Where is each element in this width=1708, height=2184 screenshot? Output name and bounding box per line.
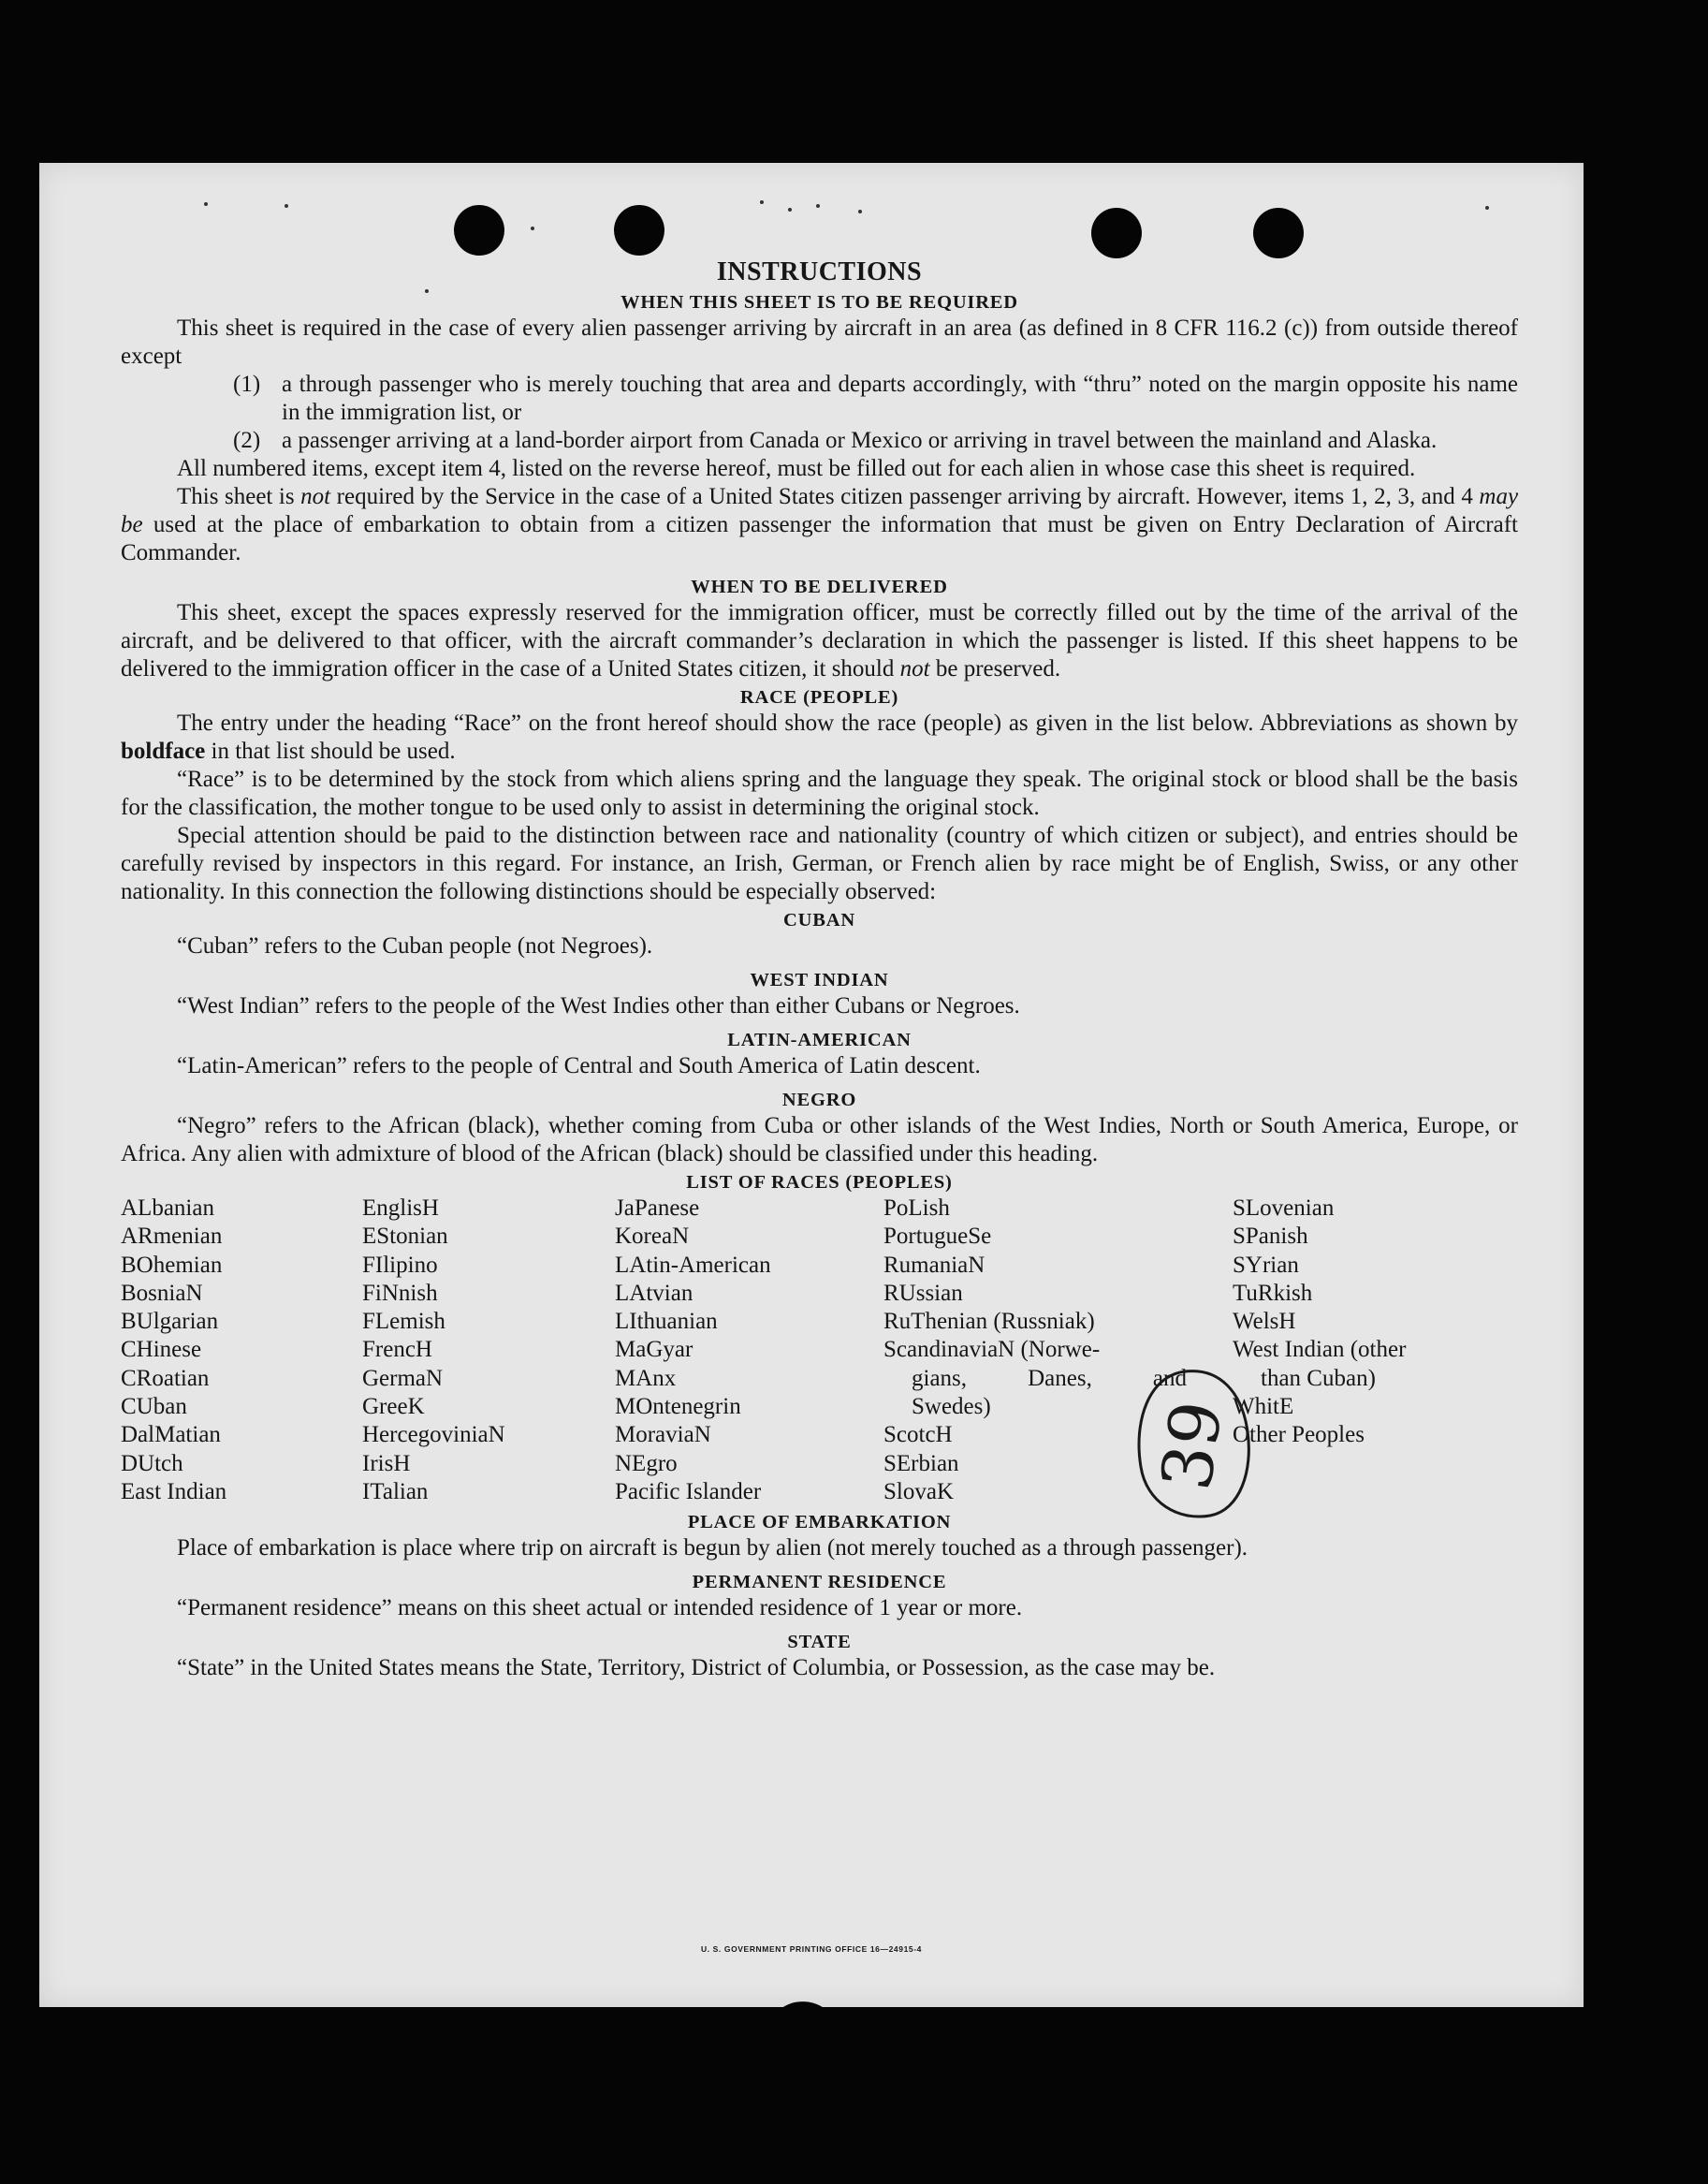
race-entry: SYrian	[1233, 1252, 1299, 1278]
race-entry: GermaN	[362, 1365, 444, 1391]
race-entry: CUban	[121, 1394, 187, 1420]
race-entry: FLemish	[362, 1309, 445, 1335]
race-entry: LAtin-American	[615, 1252, 771, 1278]
printing-office-footer: U. S. GOVERNMENT PRINTING OFFICE 16—24915-4	[701, 1944, 922, 1954]
emphasis-not: not	[300, 484, 331, 509]
document-sheet	[39, 163, 1584, 2027]
speck	[788, 208, 792, 212]
heading-race: RACE (PEOPLE)	[739, 687, 899, 708]
speck	[285, 204, 288, 208]
text-fragment: This sheet, except the spaces expressly reserved for the immigration officer, must be correctly filled out by the time of the arrival of the aircraft, and be delivered to that officer, with the aircraft commander’s declaration in which the passenger is listed. If this sheet happens to be delivered to the immigration officer in the case of a United States citizen, it should	[121, 600, 1518, 682]
races-column-1	[121, 1195, 362, 1506]
west-indian-paragraph: “West Indian” refers to the people of the West Indies other than either Cubans or Negroes.	[177, 993, 1020, 1019]
race-entry-continued: Swedes)	[912, 1394, 991, 1420]
race-entry: CHinese	[121, 1337, 202, 1363]
negro-paragraph: “Negro” refers to the African (black), whether coming from Cuba or other islands of the West Indies, North or South America, Europe, or Africa. Any alien with admixture of blood of the African (black) should be classified under this heading.	[121, 1113, 1518, 1166]
numbered-items-paragraph: All numbered items, except item 4, listed on the reverse hereof, must be filled out for each alien in whose case this sheet is required.	[177, 456, 1416, 481]
state-paragraph: “State” in the United States means the State, Territory, District of Columbia, or Possession, as the case may be.	[177, 1655, 1216, 1681]
race-entry: Pacific Islander	[615, 1478, 762, 1504]
speck	[531, 227, 534, 230]
race-entry: East Indian	[121, 1478, 227, 1504]
race-entry: RUssian	[883, 1280, 963, 1306]
race-entry: SPanish	[1233, 1224, 1308, 1250]
race-entry-continued: than Cuban)	[1261, 1365, 1376, 1391]
race-entry: LIthuanian	[615, 1309, 718, 1335]
race-entry: PortugueSe	[883, 1224, 992, 1250]
race-entry: Other Peoples	[1233, 1422, 1365, 1448]
heading-when-required: WHEN THIS SHEET IS TO BE REQUIRED	[620, 292, 1018, 313]
item-number: (1)	[233, 372, 261, 397]
race-entry: FIlipino	[362, 1252, 438, 1278]
text-fragment: used at the place of embarkation to obtain from a citizen passenger the information that must be given on Entry Declaration of Aircraft Commander.	[121, 512, 1519, 565]
race-entry: ARmenian	[121, 1224, 223, 1250]
race-entry: TuRkish	[1233, 1280, 1313, 1306]
heading-list-of-races: LIST OF RACES (PEOPLES)	[686, 1172, 953, 1193]
race-paragraph-3: Special attention should be paid to the distinction between race and nationality (country of which citizen or subject), and entries should be carefully revised by inspectors in this regard. For instance, an Irish, German, or French alien by race might be of English, Swiss, or any other nationality. In this connection the following distinctions should be especially observed:	[121, 823, 1518, 904]
text-fragment: The entry under the heading “Race” on the front hereof should show the race (people) as given in the list below. Abbreviations as shown by	[177, 711, 1518, 736]
race-entry: RumaniaN	[883, 1252, 985, 1278]
race-entry: EnglisH	[362, 1195, 439, 1221]
torn-corner-mark: of p	[769, 1998, 891, 2007]
emphasis-may-be: may be	[121, 484, 1519, 537]
heading-place-of-embarkation: PLACE OF EMBARKATION	[687, 1512, 952, 1533]
race-entry: EStonian	[362, 1224, 448, 1250]
race-entry: NEgro	[615, 1450, 678, 1476]
text-fragment: required by the Service in the case of a United States citizen passenger arriving by aircraft. However, items 1, 2, 3, and 4	[336, 484, 1473, 509]
text-fragment: be preserved.	[935, 656, 1061, 682]
speck	[1485, 206, 1489, 210]
speck	[816, 204, 820, 208]
heading-permanent-residence: PERMANENT RESIDENCE	[692, 1572, 947, 1593]
speck	[858, 210, 862, 213]
race-entry: BosniaN	[121, 1280, 203, 1306]
heading-when-delivered: WHEN TO BE DELIVERED	[691, 577, 948, 597]
races-column-2	[362, 1195, 615, 1506]
item-text: a through passenger who is merely touching that area and departs accordingly, with “thru” noted on the margin opposite his name in the immigration list, or	[282, 372, 1518, 425]
race-entry-continued: gians, Danes, and	[912, 1365, 1187, 1391]
race-entry: DUtch	[121, 1450, 183, 1476]
race-entry: WhitE	[1233, 1394, 1294, 1420]
stamp-number: 39	[1146, 1396, 1239, 1495]
latin-american-paragraph: “Latin-American” refers to the people of Central and South America of Latin descent.	[177, 1053, 981, 1078]
heading-negro: NEGRO	[781, 1090, 857, 1110]
race-entry: MaGyar	[615, 1337, 693, 1363]
race-entry: SlovaK	[883, 1478, 954, 1504]
race-entry: DalMatian	[121, 1422, 221, 1448]
item-number: (2)	[233, 428, 261, 453]
residence-paragraph: “Permanent residence” means on this sheet actual or intended residence of 1 year or more.	[177, 1595, 1023, 1621]
required-intro	[121, 315, 1518, 371]
delivered-paragraph	[121, 599, 1518, 683]
instructions-content	[121, 257, 1518, 1682]
heading-latin-american: LATIN-AMERICAN	[727, 1030, 912, 1050]
speck	[760, 200, 764, 204]
race-entry: ScandinaviaN (Norwe-	[883, 1337, 1101, 1363]
race-entry: LAtvian	[615, 1280, 693, 1306]
race-entry: ALbanian	[121, 1195, 214, 1221]
race-entry: MoraviaN	[615, 1422, 711, 1448]
race-entry: GreeK	[362, 1394, 425, 1420]
race-entry: KoreaN	[615, 1224, 690, 1250]
race-entry: FiNnish	[362, 1280, 438, 1306]
race-entry: PoLish	[883, 1195, 950, 1221]
page-title: INSTRUCTIONS	[716, 257, 923, 286]
race-entry: RuThenian (Russniak)	[883, 1309, 1095, 1335]
races-column-5	[1233, 1195, 1518, 1506]
races-list	[121, 1195, 1518, 1506]
race-paragraph-2: “Race” is to be determined by the stock from which aliens spring and the language they speak. The original stock or blood shall be the basis for the classification, the mother tongue to be used only to assist in determining the original stock.	[121, 767, 1518, 820]
emphasis-not: not	[899, 656, 930, 682]
race-entry: SErbian	[883, 1450, 959, 1476]
heading-west-indian: WEST INDIAN	[750, 970, 889, 990]
race-entry: MAnx	[615, 1365, 677, 1391]
exception-item-2	[233, 427, 1518, 455]
punch-hole-3	[1091, 208, 1142, 258]
race-paragraph-1	[121, 710, 1518, 766]
punch-hole-1	[454, 205, 504, 256]
required-intro-text: This sheet is required in the case of every alien passenger arriving by aircraft in an area (as defined in 8 CFR 116.2 (c)) from outside thereof except	[121, 315, 1518, 369]
race-entry: West Indian (other	[1233, 1337, 1407, 1363]
speck	[204, 202, 208, 206]
punch-hole-2	[614, 205, 664, 256]
race-entry: ITalian	[362, 1478, 429, 1504]
bold-boldface: boldface	[121, 739, 206, 764]
cuban-paragraph: “Cuban” refers to the Cuban people (not Negroes).	[177, 933, 653, 959]
race-entry: BOhemian	[121, 1252, 223, 1278]
heading-state: STATE	[787, 1632, 852, 1653]
race-entry: HercegoviniaN	[362, 1422, 505, 1448]
text-fragment: in that list should be used.	[211, 739, 456, 764]
race-entry: ScotcH	[883, 1422, 953, 1448]
race-entry: WelsH	[1233, 1309, 1296, 1335]
handwritten-number-stamp	[1130, 1366, 1257, 1523]
race-entry: SLovenian	[1233, 1195, 1335, 1221]
race-entry: CRoatian	[121, 1365, 210, 1391]
text-fragment: This sheet is	[177, 484, 295, 509]
race-entry: IrisH	[362, 1450, 411, 1476]
item-text: a passenger arriving at a land-border airport from Canada or Mexico or arriving in travel between the mainland and Alaska.	[282, 428, 1438, 453]
citizen-paragraph	[121, 483, 1518, 567]
race-entry: FrencH	[362, 1337, 432, 1363]
exception-item-1	[233, 371, 1518, 427]
embarkation-paragraph: Place of embarkation is place where trip on aircraft is begun by alien (not merely touched as a through passenger).	[177, 1535, 1248, 1561]
race-entry: JaPanese	[615, 1195, 700, 1221]
races-column-3	[615, 1195, 883, 1506]
race-entry: BUlgarian	[121, 1309, 219, 1335]
heading-cuban: CUBAN	[783, 910, 855, 931]
race-entry: MOntenegrin	[615, 1394, 741, 1420]
punch-hole-4	[1253, 208, 1304, 258]
